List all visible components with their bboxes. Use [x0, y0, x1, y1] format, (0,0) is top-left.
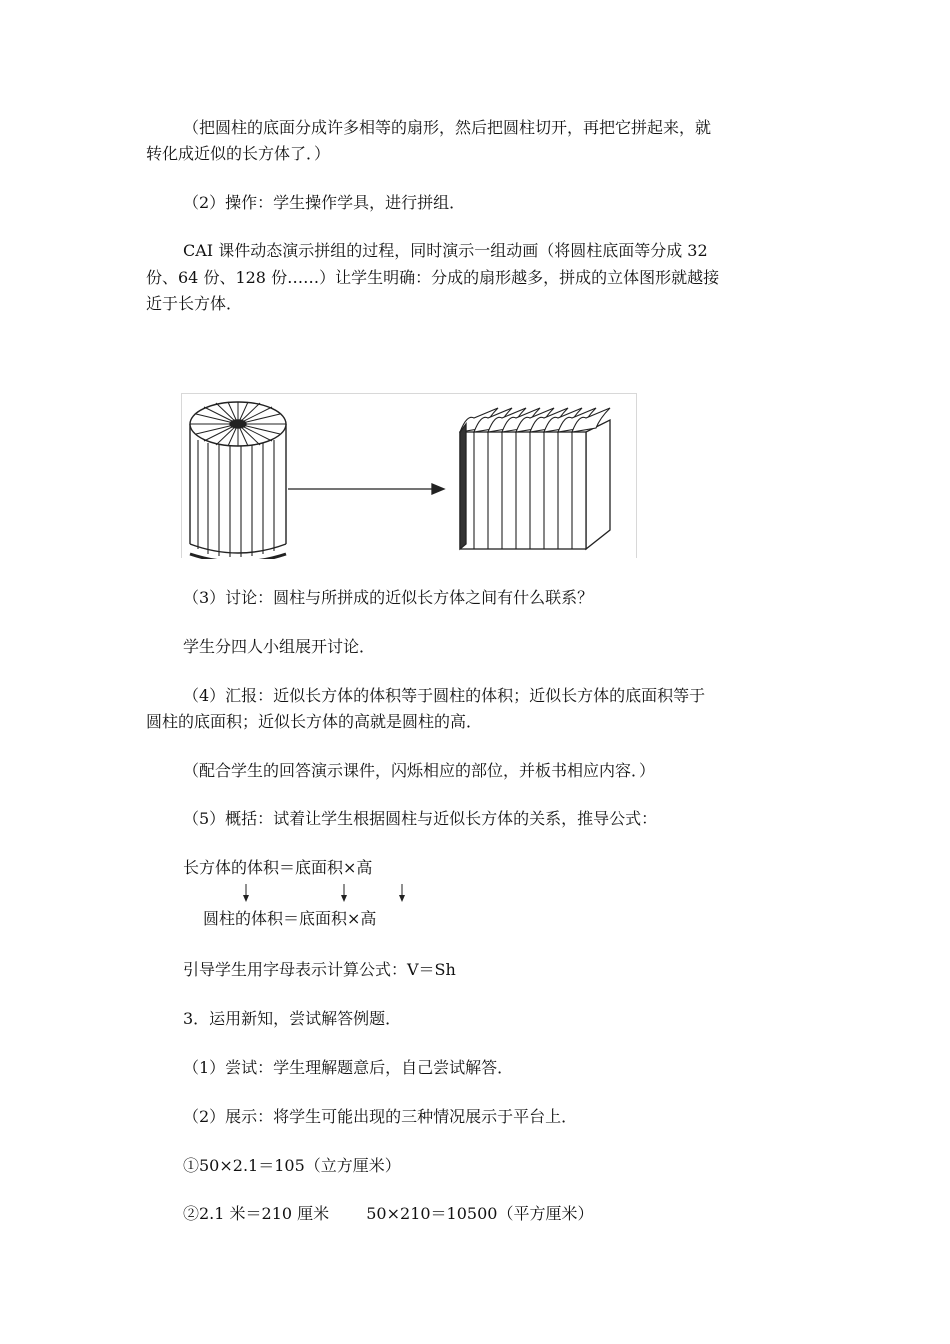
- paragraph-line: （5）概括：试着让学生根据圆柱与近似长方体的关系，推导公式：: [183, 809, 658, 828]
- paragraph-line: （2）操作：学生操作学具，进行拼组．: [183, 193, 466, 212]
- formula-arrows: [0, 883, 950, 903]
- answer-option-2: ②2.1 米＝210 厘米 50×210＝10500（平方厘米）: [183, 1204, 594, 1223]
- paragraph-line: 近于长方体．: [146, 294, 243, 313]
- answer-option-1: ①50×2.1＝105（立方厘米）: [183, 1156, 401, 1175]
- paragraph-line: （4）汇报：近似长方体的体积等于圆柱的体积；近似长方体的底面积等于: [183, 686, 706, 705]
- paragraph-line: 份、64 份、128 份……）让学生明确：分成的扇形越多，拼成的立体图形就越接: [146, 268, 720, 287]
- paragraph-line: （2）展示：将学生可能出现的三种情况展示于平台上．: [183, 1107, 578, 1126]
- cuboid-drawing: [460, 408, 610, 549]
- figure-drawing: [182, 394, 638, 559]
- cylinder-to-cuboid-figure: [181, 393, 637, 558]
- down-arrow-icon: [241, 883, 251, 903]
- down-arrow-icon: [339, 883, 349, 903]
- cylinder-drawing: [190, 402, 286, 559]
- paragraph-line: CAI 课件动态演示拼组的过程，同时演示一组动画（将圆柱底面等分成 32: [183, 241, 708, 260]
- paragraph-line: （把圆柱的底面分成许多相等的扇形，然后把圆柱切开，再把它拼起来，就: [183, 118, 712, 137]
- paragraph-line: （1）尝试：学生理解题意后，自己尝试解答．: [183, 1058, 514, 1077]
- paragraph-line: 引导学生用字母表示计算公式：V＝Sh: [183, 960, 456, 979]
- down-arrow-icon: [397, 883, 407, 903]
- formula-cuboid: 长方体的体积＝底面积×高: [183, 858, 373, 877]
- paragraph-line: （配合学生的回答演示课件，闪烁相应的部位，并板书相应内容．）: [183, 761, 656, 780]
- formula-cylinder: 圆柱的体积＝底面积×高: [203, 909, 377, 928]
- paragraph-line: 学生分四人小组展开讨论．: [183, 637, 376, 656]
- paragraph-line: （3）讨论：圆柱与所拼成的近似长方体之间有什么联系？: [183, 588, 594, 607]
- transform-arrow: [288, 484, 444, 494]
- paragraph-line: 3．运用新知，尝试解答例题．: [183, 1009, 402, 1028]
- paragraph-line: 转化成近似的长方体了．）: [146, 144, 331, 163]
- paragraph-line: 圆柱的底面积；近似长方体的高就是圆柱的高．: [146, 712, 483, 731]
